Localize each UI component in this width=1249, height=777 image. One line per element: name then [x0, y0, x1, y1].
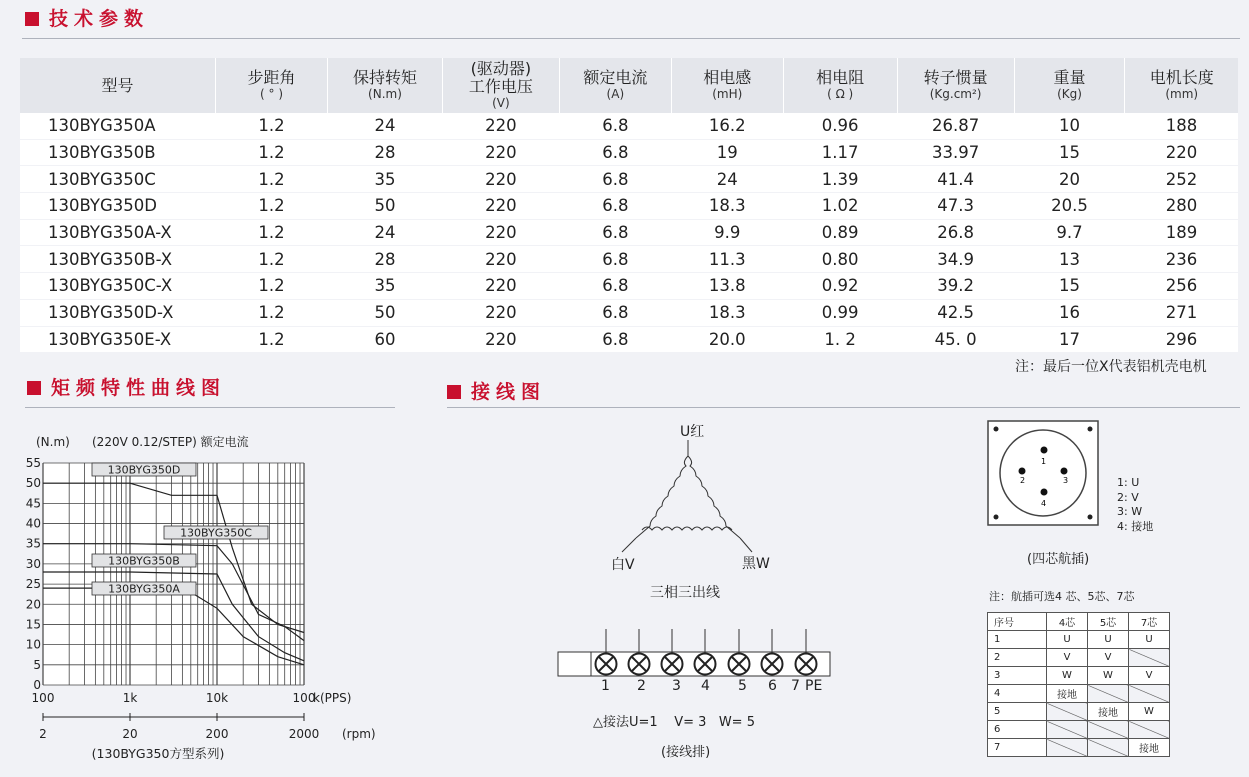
table-cell: 11.3 [671, 246, 783, 273]
y-tick-label: 45 [25, 496, 41, 511]
pin-table-cell: W [1129, 703, 1170, 721]
winding-right [688, 456, 740, 538]
pin-table-cell: 3 [988, 667, 1047, 685]
table-cell: 220 [1125, 139, 1238, 166]
pin-table-header-cell: 7芯 [1129, 613, 1170, 631]
pin-table-cell: V [1129, 667, 1170, 685]
header-current: 额定电流 (A) [559, 58, 671, 113]
table-cell: 16 [1014, 299, 1125, 326]
section-title-torque [27, 373, 226, 400]
aviation-plug-diagram [987, 420, 1105, 530]
winding-left [636, 456, 688, 538]
table-row [20, 326, 1238, 353]
table-cell: 50 [328, 299, 443, 326]
divider [22, 38, 1240, 39]
table-cell: 6.8 [559, 193, 671, 220]
pin-table-cell: U [1129, 631, 1170, 649]
table-cell: 236 [1125, 246, 1238, 273]
terminal-numbers [555, 678, 835, 696]
table-cell: 1.2 [216, 113, 328, 139]
plug-legend: 1: U 2: V 3: W 4: 接地 [1117, 476, 1154, 533]
table-cell: 24 [671, 166, 783, 193]
divider [447, 407, 1240, 408]
x-tick-label-rpm: 2000 [288, 727, 320, 741]
table-cell: 34.9 [897, 246, 1014, 273]
delta-label-w: 黑W [742, 556, 770, 572]
table-row [20, 166, 1238, 193]
pin-table-row [988, 649, 1170, 667]
table-cell: 24 [328, 113, 443, 139]
table-cell: 188 [1125, 113, 1238, 139]
header-length: 电机长度 (mm) [1125, 58, 1238, 113]
table-cell: 0.99 [783, 299, 897, 326]
series-label: 130BYG350C [180, 526, 252, 540]
pin-table-empty-cell [1129, 649, 1170, 667]
x-tick-label-pps: 100 [292, 691, 316, 705]
table-cell: 271 [1125, 299, 1238, 326]
pin-table-row [988, 667, 1170, 685]
table-cell: 50 [328, 193, 443, 220]
lead-v [622, 538, 636, 552]
table-cell: 18.3 [671, 299, 783, 326]
y-tick-label: 40 [25, 516, 41, 531]
chart-subtitle: (220V 0.12/STEP) 额定电流 [92, 435, 249, 449]
mount-hole [994, 515, 999, 520]
table-row [20, 193, 1238, 220]
table-cell: 15 [1014, 139, 1125, 166]
spec-table-body [20, 113, 1238, 353]
table-cell: 35 [328, 166, 443, 193]
y-axis-label: (N.m) [36, 435, 70, 449]
pin-table-cell: 6 [988, 721, 1047, 739]
model-cell: 130BYG350A [20, 113, 216, 139]
table-cell: 280 [1125, 193, 1238, 220]
header-voltage: (驱动器) 工作电压 (V) [442, 58, 559, 113]
table-row [20, 139, 1238, 166]
pin-table-empty-cell [1047, 703, 1088, 721]
pin-table-cell: 4 [988, 685, 1047, 703]
delta-label-v: 白V [611, 557, 635, 573]
pin-table-row [988, 631, 1170, 649]
series-label: 130BYG350A [108, 582, 180, 596]
table-cell: 20 [1014, 166, 1125, 193]
pin-table-header-cell: 4芯 [1047, 613, 1088, 631]
pin-4 [1041, 489, 1048, 496]
table-cell: 1. 2 [783, 326, 897, 353]
table-row [20, 219, 1238, 246]
pin-table-row [988, 721, 1170, 739]
spec-table [20, 58, 1238, 353]
table-cell: 1.2 [216, 246, 328, 273]
pin-table-header-cell: 5芯 [1088, 613, 1129, 631]
table-row [20, 246, 1238, 273]
terminal-number: 4 [701, 678, 710, 694]
table-cell: 1.2 [216, 326, 328, 353]
pin-label-1: 1 [1041, 457, 1047, 466]
table-cell: 20.0 [671, 326, 783, 353]
terminal-number: 2 [637, 678, 646, 694]
spec-header-row [20, 58, 1238, 113]
table-cell: 6.8 [559, 246, 671, 273]
table-cell: 0.96 [783, 113, 897, 139]
table-cell: 252 [1125, 166, 1238, 193]
pin-label-2: 2 [1020, 476, 1026, 485]
table-cell: 220 [442, 299, 559, 326]
table-cell: 45. 0 [897, 326, 1014, 353]
header-model: 型号 [20, 58, 216, 113]
table-cell: 6.8 [559, 219, 671, 246]
section-title-torque-text: 矩频特性曲线图 [51, 377, 227, 399]
table-cell: 1.39 [783, 166, 897, 193]
table-cell: 220 [442, 113, 559, 139]
table-cell: 0.89 [783, 219, 897, 246]
pin-assignment-table [987, 612, 1170, 757]
y-tick-label: 10 [25, 637, 41, 652]
table-cell: 26.8 [897, 219, 1014, 246]
table-row [20, 299, 1238, 326]
pin-label-3: 3 [1063, 476, 1069, 485]
y-tick-label: 35 [25, 536, 41, 551]
table-cell: 220 [442, 246, 559, 273]
section-title-tech-text: 技术参数 [49, 8, 150, 30]
table-cell: 220 [442, 219, 559, 246]
model-cell: 130BYG350C-X [20, 273, 216, 300]
pin-table-cell: W [1047, 667, 1088, 685]
table-cell: 1.2 [216, 166, 328, 193]
x-axis-label-pps: k(PPS) [313, 691, 352, 705]
pin-table-cell: W [1088, 667, 1129, 685]
lead-w [740, 538, 752, 552]
terminal-caption: (接线排) [661, 745, 711, 760]
plug-note: 注：航插可选4 芯、5芯、7芯 [989, 590, 1135, 603]
table-cell: 41.4 [897, 166, 1014, 193]
torque-frequency-chart [0, 425, 420, 765]
terminal-number: 7 [791, 678, 800, 694]
section-title-wiring-text: 接线图 [471, 381, 547, 403]
table-cell: 1.2 [216, 193, 328, 220]
table-cell: 10 [1014, 113, 1125, 139]
pin-3 [1061, 468, 1068, 475]
pin-table-empty-cell [1129, 721, 1170, 739]
table-cell: 1.2 [216, 273, 328, 300]
y-tick-label: 20 [25, 597, 41, 612]
x-tick-label-pps: 100 [31, 691, 55, 705]
section-title-wiring [447, 377, 546, 404]
pin-table-empty-cell [1047, 721, 1088, 739]
pin-2 [1019, 468, 1026, 475]
table-cell: 1.17 [783, 139, 897, 166]
table-cell: 6.8 [559, 326, 671, 353]
table-cell: 6.8 [559, 299, 671, 326]
pin-table-row [988, 703, 1170, 721]
x-axis-label-rpm: (rpm) [342, 727, 376, 741]
table-cell: 18.3 [671, 193, 783, 220]
pin-table-cell: 5 [988, 703, 1047, 721]
table-cell: 6.8 [559, 113, 671, 139]
pin-table-cell: 接地 [1047, 685, 1088, 703]
y-tick-label: 55 [25, 456, 41, 470]
pin-table-cell: U [1088, 631, 1129, 649]
pin-table-cell: V [1047, 649, 1088, 667]
header-inductance: 相电感 (mH) [671, 58, 783, 113]
table-cell: 6.8 [559, 139, 671, 166]
header-step-angle: 步距角 ( ° ) [216, 58, 328, 113]
table-cell: 35 [328, 273, 443, 300]
spec-note: 注：最后一位X代表铝机壳电机 [1015, 359, 1207, 375]
divider [25, 407, 395, 408]
pin-table-row [988, 685, 1170, 703]
pin-table-header-cell: 序号 [988, 613, 1047, 631]
table-cell: 47.3 [897, 193, 1014, 220]
table-cell: 39.2 [897, 273, 1014, 300]
x-tick-label-pps: 10k [205, 691, 229, 705]
table-cell: 296 [1125, 326, 1238, 353]
pin-table-row [988, 739, 1170, 757]
table-cell: 189 [1125, 219, 1238, 246]
table-cell: 6.8 [559, 166, 671, 193]
header-weight: 重量 (Kg) [1014, 58, 1125, 113]
pin-table-cell: 2 [988, 649, 1047, 667]
section-marker-icon [447, 385, 461, 399]
section-marker-icon [25, 12, 39, 26]
delta-label-u: U红 [680, 424, 705, 440]
table-cell: 9.7 [1014, 219, 1125, 246]
table-cell: 220 [442, 193, 559, 220]
series-label: 130BYG350B [108, 554, 180, 568]
plug-caption: (四芯航插) [1027, 552, 1090, 567]
table-cell: 28 [328, 139, 443, 166]
terminal-number: 5 [738, 678, 747, 694]
y-tick-label: 50 [25, 476, 41, 491]
table-cell: 1.2 [216, 299, 328, 326]
table-cell: 28 [328, 246, 443, 273]
table-cell: 9.9 [671, 219, 783, 246]
table-cell: 220 [442, 326, 559, 353]
pin-label-4: 4 [1041, 499, 1047, 508]
table-cell: 15 [1014, 273, 1125, 300]
pin-table-empty-cell [1129, 685, 1170, 703]
terminal-number: PE [805, 678, 823, 694]
pin-table-cell: 1 [988, 631, 1047, 649]
pin-table-cell: 接地 [1088, 703, 1129, 721]
table-cell: 24 [328, 219, 443, 246]
terminal-number: 1 [601, 678, 610, 694]
x-tick-label-rpm: 20 [122, 727, 138, 741]
table-cell: 1.02 [783, 193, 897, 220]
section-marker-icon [27, 381, 41, 395]
pin-table-empty-cell [1047, 739, 1088, 757]
table-cell: 19 [671, 139, 783, 166]
terminal-number: 6 [768, 678, 777, 694]
y-tick-label: 5 [33, 657, 41, 672]
y-tick-label: 30 [25, 556, 41, 571]
pin-table-header [988, 613, 1170, 631]
table-cell: 42.5 [897, 299, 1014, 326]
mount-hole [994, 427, 999, 432]
pin-table-empty-cell [1088, 721, 1129, 739]
delta-caption: 三相三出线 [650, 585, 720, 601]
model-cell: 130BYG350D-X [20, 299, 216, 326]
y-tick-label: 15 [25, 617, 41, 632]
pin-table-empty-cell [1088, 685, 1129, 703]
pin-table-cell: V [1088, 649, 1129, 667]
table-cell: 16.2 [671, 113, 783, 139]
pin-table-empty-cell [1088, 739, 1129, 757]
header-resistance: 相电阻 ( Ω ) [783, 58, 897, 113]
table-cell: 20.5 [1014, 193, 1125, 220]
table-cell: 1.2 [216, 219, 328, 246]
y-tick-label: 25 [25, 577, 41, 592]
mount-hole [1088, 515, 1093, 520]
model-cell: 130BYG350E-X [20, 326, 216, 353]
pin-table-cell: 接地 [1129, 739, 1170, 757]
winding-bottom [642, 527, 732, 530]
header-holding-torque: 保持转矩 (N.m) [328, 58, 443, 113]
series-label: 130BYG350D [107, 463, 181, 477]
header-inertia: 转子惯量 (Kg.cm²) [897, 58, 1014, 113]
mount-hole [1088, 427, 1093, 432]
table-cell: 13.8 [671, 273, 783, 300]
x-tick-label-rpm: 200 [205, 727, 229, 741]
terminal-number: 3 [672, 678, 681, 694]
model-cell: 130BYG350D [20, 193, 216, 220]
table-cell: 1.2 [216, 139, 328, 166]
table-cell: 256 [1125, 273, 1238, 300]
pin-table-cell: U [1047, 631, 1088, 649]
table-cell: 220 [442, 139, 559, 166]
table-row [20, 113, 1238, 139]
chart-caption: (130BYG350方型系列) [91, 746, 225, 761]
terminal-strip [555, 626, 835, 686]
table-row [20, 273, 1238, 300]
plot-area [43, 463, 304, 685]
table-cell: 60 [328, 326, 443, 353]
table-cell: 33.97 [897, 139, 1014, 166]
table-cell: 220 [442, 166, 559, 193]
model-cell: 130BYG350B [20, 139, 216, 166]
table-cell: 17 [1014, 326, 1125, 353]
table-cell: 0.92 [783, 273, 897, 300]
pin-1 [1041, 447, 1048, 454]
model-cell: 130BYG350B-X [20, 246, 216, 273]
x-tick-label-pps: 1k [122, 691, 138, 705]
table-cell: 0.80 [783, 246, 897, 273]
pin-table-cell: 7 [988, 739, 1047, 757]
section-title-tech [25, 4, 149, 31]
y-tick-label: 0 [33, 678, 41, 692]
x-tick-label-rpm: 2 [39, 727, 47, 741]
table-cell: 220 [442, 273, 559, 300]
table-cell: 6.8 [559, 273, 671, 300]
table-cell: 26.87 [897, 113, 1014, 139]
delta-winding-diagram [600, 440, 780, 560]
model-cell: 130BYG350A-X [20, 219, 216, 246]
model-cell: 130BYG350C [20, 166, 216, 193]
table-cell: 13 [1014, 246, 1125, 273]
terminal-note: △接法U=1 V= 3 W= 5 [593, 715, 755, 730]
